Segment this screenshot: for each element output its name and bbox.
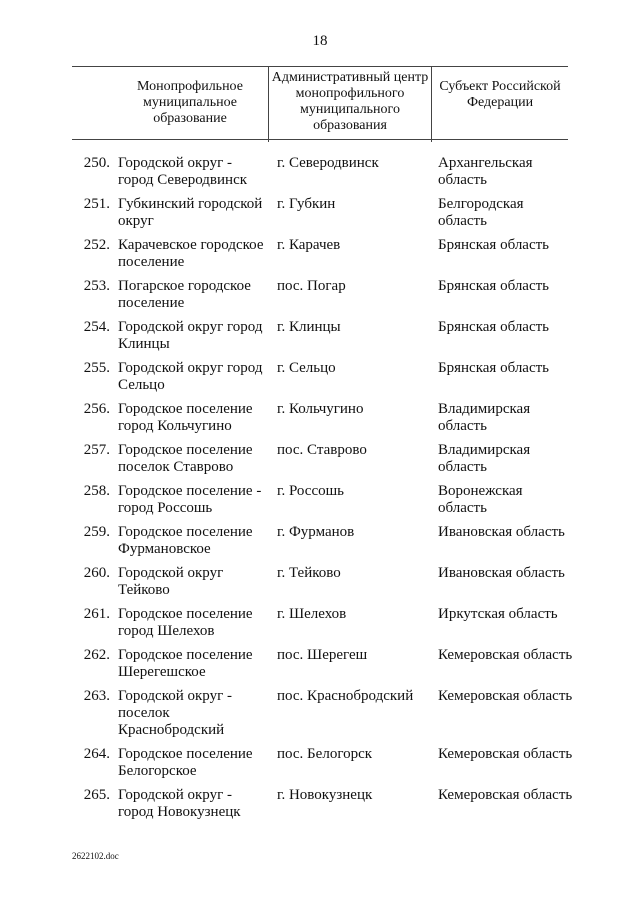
row-number: 256. bbox=[83, 401, 110, 417]
municipality-cell: Погарское городское поселение bbox=[118, 278, 251, 311]
row-number: 252. bbox=[83, 237, 110, 253]
municipality-cell: Городской округ Тейково bbox=[118, 565, 224, 598]
table-row bbox=[72, 360, 568, 401]
table-row bbox=[72, 606, 568, 647]
header-municipality: Монопрофильное муниципальное образование bbox=[137, 79, 243, 126]
municipality-cell: Карачевское городское поселение bbox=[118, 237, 264, 270]
admin-center-cell: г. Шелехов bbox=[277, 606, 347, 622]
admin-center-cell: г. Клинцы bbox=[277, 319, 341, 335]
header-federal-subject: Субъект Российской Федерации bbox=[439, 79, 561, 110]
row-number: 262. bbox=[83, 647, 110, 663]
municipality-cell: Городское поселение - город Россошь bbox=[118, 483, 262, 516]
subject-cell: Владимирская область bbox=[438, 401, 531, 434]
subject-cell: Воронежская область bbox=[438, 483, 523, 516]
table-row bbox=[72, 524, 568, 565]
admin-center-cell: г. Кольчугино bbox=[277, 401, 364, 417]
table-row bbox=[72, 155, 568, 196]
admin-center-cell: пос. Белогорск bbox=[277, 746, 373, 762]
admin-center-cell: пос. Погар bbox=[277, 278, 346, 294]
municipality-cell: Городской округ - город Новокузнецк bbox=[118, 787, 241, 820]
row-number: 251. bbox=[83, 196, 110, 212]
subject-cell: Кемеровская область bbox=[438, 688, 573, 704]
municipality-cell: Городское поселение город Кольчугино bbox=[118, 401, 253, 434]
municipality-cell: Городское поселение город Шелехов bbox=[118, 606, 253, 639]
subject-cell: Кемеровская область bbox=[438, 647, 573, 663]
row-number: 264. bbox=[83, 746, 110, 762]
header-admin-center: Административный центр монопрофильного муниципального образования bbox=[268, 67, 432, 142]
subject-cell: Кемеровская область bbox=[438, 746, 573, 762]
row-number: 263. bbox=[83, 688, 110, 704]
table-row bbox=[72, 196, 568, 237]
subject-cell: Брянская область bbox=[438, 237, 550, 253]
table-row bbox=[72, 483, 568, 524]
admin-center-cell: г. Губкин bbox=[277, 196, 336, 212]
table-row bbox=[72, 442, 568, 483]
row-number: 250. bbox=[83, 155, 110, 171]
municipality-cell: Городской округ - город Северодвинск bbox=[118, 155, 248, 188]
admin-center-cell: пос. Ставрово bbox=[277, 442, 367, 458]
table-row bbox=[72, 787, 573, 828]
municipality-cell: Городское поселение Фурмановское bbox=[118, 524, 253, 557]
row-number: 259. bbox=[83, 524, 110, 540]
subject-cell: Ивановская область bbox=[438, 524, 565, 540]
table-row bbox=[72, 401, 568, 442]
table-row bbox=[72, 565, 568, 606]
row-number: 257. bbox=[83, 442, 110, 458]
subject-cell: Иркутская область bbox=[438, 606, 558, 622]
subject-cell: Ивановская область bbox=[438, 565, 565, 581]
row-number: 253. bbox=[83, 278, 110, 294]
subject-cell: Владимирская область bbox=[438, 442, 531, 475]
subject-cell: Белгородская область bbox=[438, 196, 524, 229]
table-body bbox=[72, 155, 573, 828]
table-row bbox=[72, 237, 568, 278]
table-row bbox=[72, 688, 573, 746]
page-number: 18 bbox=[312, 33, 328, 49]
municipality-cell: Городской округ город Сельцо bbox=[118, 360, 263, 393]
municipality-cell: Губкинский городской округ bbox=[118, 196, 263, 229]
admin-center-cell: пос. Краснобродский bbox=[277, 688, 414, 704]
row-number: 261. bbox=[83, 606, 110, 622]
subject-cell: Брянская область bbox=[438, 360, 550, 376]
table-row bbox=[72, 746, 573, 787]
admin-center-cell: г. Карачев bbox=[277, 237, 341, 253]
row-number: 254. bbox=[83, 319, 110, 335]
table-row bbox=[72, 319, 568, 360]
table-header bbox=[72, 66, 568, 140]
municipality-cell: Городской округ - поселок Краснобродский bbox=[118, 688, 233, 738]
municipality-cell: Городское поселение поселок Ставрово bbox=[118, 442, 253, 475]
admin-center-cell: г. Россошь bbox=[277, 483, 345, 499]
municipality-cell: Городское поселение Белогорское bbox=[118, 746, 253, 779]
admin-center-cell: г. Сельцо bbox=[277, 360, 336, 376]
row-number: 265. bbox=[83, 787, 110, 803]
municipality-cell: Городское поселение Шерегешское bbox=[118, 647, 253, 680]
admin-center-cell: г. Северодвинск bbox=[277, 155, 379, 171]
subject-cell: Архангельская область bbox=[438, 155, 533, 188]
document-footer: 2622102.doc bbox=[72, 851, 119, 861]
municipality-cell: Городской округ город Клинцы bbox=[118, 319, 263, 352]
admin-center-cell: г. Новокузнецк bbox=[277, 787, 373, 803]
admin-center-cell: г. Фурманов bbox=[277, 524, 355, 540]
row-number: 258. bbox=[83, 483, 110, 499]
row-number: 255. bbox=[83, 360, 110, 376]
row-number: 260. bbox=[83, 565, 110, 581]
subject-cell: Брянская область bbox=[438, 278, 550, 294]
subject-cell: Кемеровская область bbox=[438, 787, 573, 803]
admin-center-cell: г. Тейково bbox=[277, 565, 341, 581]
table-row bbox=[72, 647, 573, 688]
admin-center-cell: пос. Шерегеш bbox=[277, 647, 368, 663]
subject-cell: Брянская область bbox=[438, 319, 550, 335]
table-row bbox=[72, 278, 568, 319]
